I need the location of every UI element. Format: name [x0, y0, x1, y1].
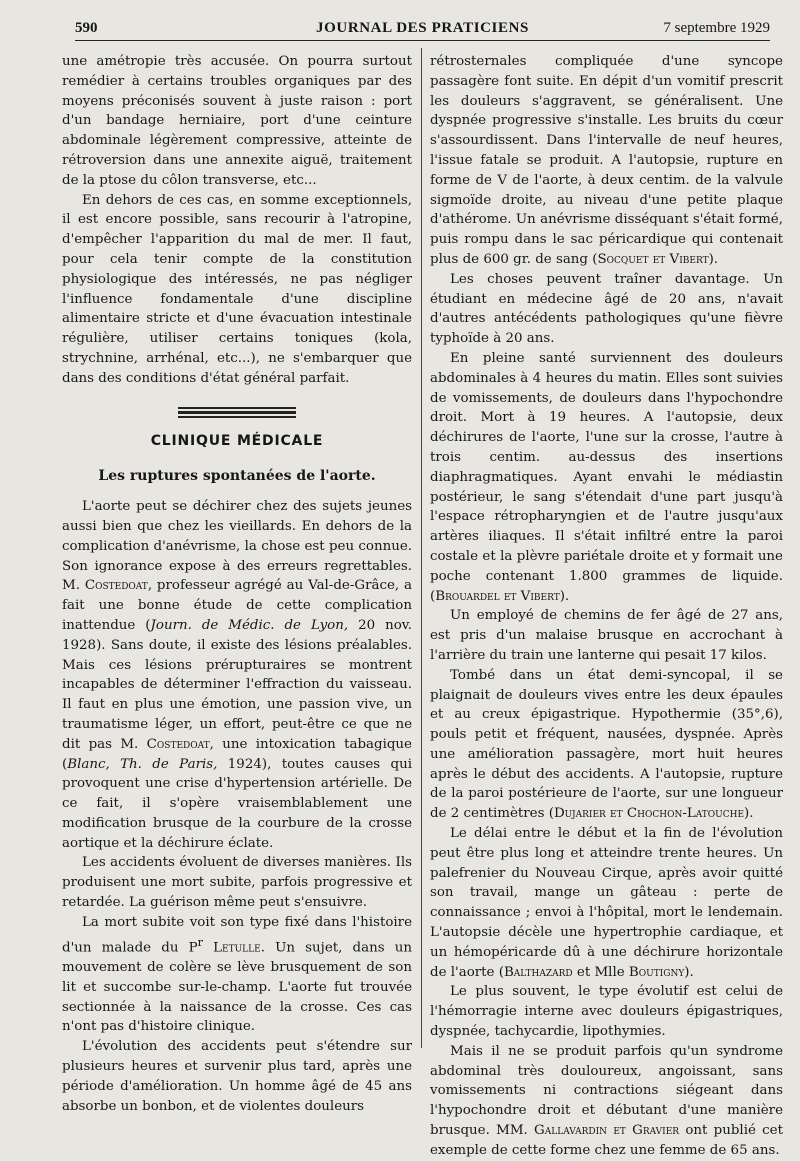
- paragraph: Tombé dans un état demi-syncopal, il se plaignait de douleurs vives entre les deux épaules et au creux épigastrique. Hypothermie (35°,6), pouls petit et fréquent, nausées, dyspnée. Après une amélioration passagère, mort huit heures après le début des accidents. A l'autopsie, rupture de la paroi postérieure de l'aorte, sur une longueur de 2 centimètres (Dujarier et Chochon-Latouche).: [430, 667, 783, 822]
- section-ornament: [178, 407, 296, 418]
- citation: Blanc, Th. de Paris,: [67, 756, 218, 772]
- article-title: Les ruptures spontanées de l'aorte.: [98, 468, 376, 485]
- right-column: [430, 52, 783, 1158]
- author-name: Brouardel et Vibert: [435, 588, 560, 604]
- author-name: Costedoat: [84, 578, 148, 594]
- paragraph: L'évolution des accidents peut s'étendre sur plusieurs heures et survenir plus tard, après une période d'amélioration. Un homme âgé de 45 ans absorbe un bonbon, et de violentes douleurs: [62, 1039, 412, 1114]
- paragraph: La mort subite voit son type fixé dans l'histoire d'un malade du $P^r$ Letulle. Un sujet, dans un mouvement de colère se lève brusquement de son lit et succombe sur-le-champ. L'aorte fut trouvée sectionnée à la naissance de la crosse. Ces cas n'ont pas d'histoire clinique.: [62, 914, 412, 1035]
- author-name: Boutigny: [628, 964, 685, 980]
- page-header: [75, 18, 770, 41]
- author-name: Socquet et Vibert: [597, 251, 709, 267]
- journal-title: JOURNAL DES PRATICIENS: [316, 20, 529, 36]
- author-name: Dujarier et Chochon-Latouche: [553, 806, 745, 822]
- paragraph: une amétropie très accusée. On pourra surtout remédier à certains troubles organiques par des moyens préconisés souvent à juste raison : port d'un bandage herniaire, port d'une ceinture abdominale légèrement compressive, atteinte de rétroversion dans une annexite aiguë, traitement de la ptose du côlon transverse, etc...: [62, 54, 412, 188]
- citation: Journ. de Médic. de Lyon,: [150, 617, 349, 633]
- author-name: Gallavardin et Gravier: [534, 1123, 680, 1139]
- paragraph: rétrosternales compliquée d'une syncope passagère font suite. En dépit d'un vomitif prescrit les douleurs s'aggravent, se généralisent. Une dyspnée progressive s'installe. Les bruits du cœur s'assourdissent. Dans l'intervalle de neuf heures, l'issue fatale se produit. A l'autopsie, rupture en forme de V de l'aorte, à deux centim. de la valvule sigmoïde droite, au niveau d'une petite plaque d'athérome. Un anévrisme disséquant s'était formé, puis rompu dans le sac péricardique qui contenait plus de 600 gr. de sang (Socquet et Vibert).: [430, 54, 783, 267]
- author-name: Letulle: [213, 940, 261, 956]
- author-name: Balthazard: [503, 964, 573, 980]
- left-column: [62, 52, 412, 1114]
- column-divider: [421, 48, 422, 1048]
- section-title: CLINIQUE MÉDICALE: [150, 432, 324, 449]
- paragraph: En pleine santé surviennent des douleurs abdominales à 4 heures du matin. Elles sont suivies de vomissements, de douleurs dans l'hypochondre droit. Mort à 19 heures. A l'autopsie, deux déchirures de l'aorte, l'une sur la crosse, l'autre à trois centim. au-dessus des insertions diaphragmatiques. Ayant envahi le médiastin postérieur, le sang s'étendait d'une part jusqu'à l'espace rétropharyngien et de l'autre jusqu'aux artères iliaques. Il s'était infiltré entre la paroi costale et la plèvre pariétale droite et y formait une poche contenant 1.800 grammes de liquide. (Brouardel et Vibert).: [430, 350, 783, 604]
- page-number: 590: [75, 20, 98, 36]
- paragraph: Le plus souvent, le type évolutif est celui de l'hémorragie interne avec douleurs épigastriques, dyspnée, tachycardie, lipothymies.: [430, 984, 783, 1040]
- paragraph: Mais il ne se produit parfois qu'un syndrome abdominal très douloureux, angoissant, sans vomissements ni contractions siégeant dans l'hypochondre droit et débutant d'une manière brusque. MM. Gallavardin et Gravier ont publié cet exemple de cette forme chez une femme de 65 ans.: [430, 1043, 783, 1158]
- author-name: Costedoat: [146, 736, 210, 752]
- paragraph: En dehors de ces cas, en somme exceptionnels, il est encore possible, sans recourir à l'atropine, d'empêcher l'apparition du mal de mer. Il faut, pour cela tenir compte de la constitution physiologique des intéressés, ne pas négliger l'influence fondamentale d'une discipline alimentaire stricte et d'une évacuation intestinale régulière, utiliser certains toniques (kola, strychnine, arrhénal, etc...), ne s'embarquer que dans des conditions d'état général parfait.: [62, 192, 412, 386]
- paragraph: Les choses peuvent traîner davantage. Un étudiant en médecine âgé de 20 ans, n'avait d'autres antécédents pathologiques qu'une fièvre typhoïde à 20 ans.: [430, 271, 783, 347]
- paragraph: L'aorte peut se déchirer chez des sujets jeunes aussi bien que chez les vieillards. En dehors de la complication d'anévrisme, la chose est peu connue. Son ignorance expose à des erreurs regrettables. M. Costedoat, professeur agrégé au Val-de-Grâce, a fait une bonne étude de cette complication inattendue (Journ. de Médic. de Lyon, 20 nov. 1928). Sans doute, il existe des lésions préalables. Mais ces lésions prérupturaires se montrent incapables de déterminer l'effraction du vaisseau. Il faut en plus une émotion, une passion vive, un traumatisme léger, un effort, peut-être ce que ne dit pas M. Costedoat, une intoxication tabagique (Blanc, Th. de Paris, 1924), toutes causes qui provoquent une crise d'hypertension artérielle. De ce fait, il s'opère vraisemblablement une modification brusque de la courbure de la crosse aortique et la déchirure éclate.: [62, 499, 412, 851]
- paragraph: Un employé de chemins de fer âgé de 27 ans, est pris d'un malaise brusque en accrochant à l'arrière du train une lanterne qui pesait 17 kilos.: [430, 608, 783, 663]
- issue-date: 7 septembre 1929: [663, 20, 770, 36]
- paragraph: Le délai entre le début et la fin de l'évolution peut être plus long et atteindre trente heures. Un palefrenier du Nouveau Cirque, après avoir quitté son travail, mange un gâteau : perte de connaissance ; envoi à l'hôpital, mort le lendemain. L'autopsie décèle une hypertrophie cardiaque, et un hémopéricarde dû à une déchirure horizontale de l'aorte (Balthazard et Mlle Boutigny).: [430, 826, 783, 980]
- paragraph: Les accidents évoluent de diverses manières. Ils produisent une mort subite, parfois progressive et retardée. La guérison même peut s'ensuivre.: [62, 855, 412, 911]
